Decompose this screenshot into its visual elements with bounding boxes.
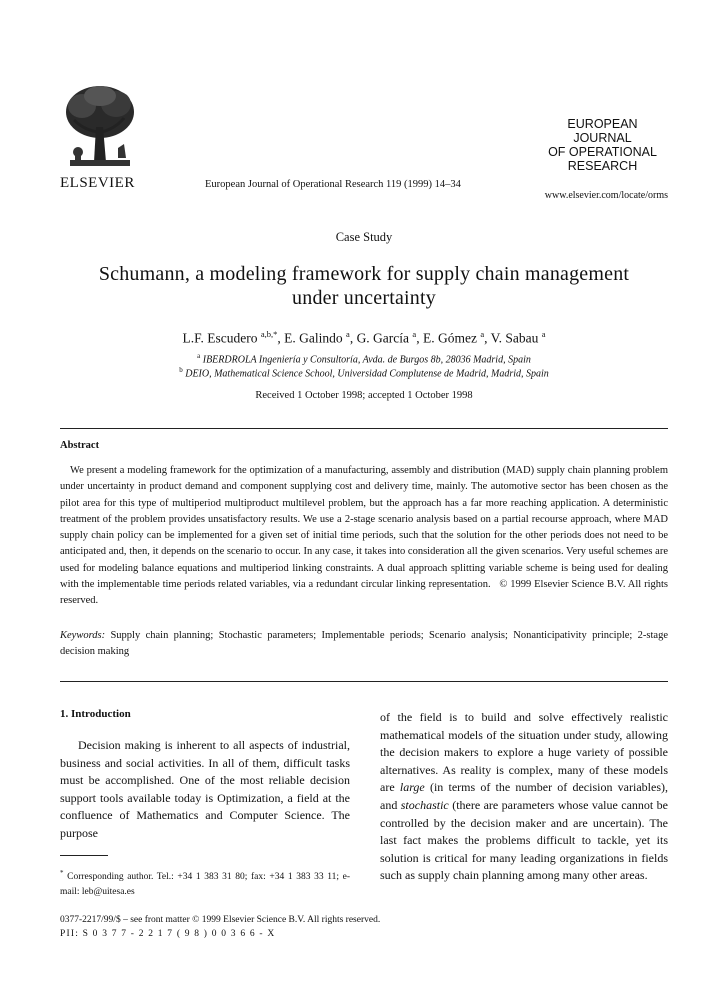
article-title: [40, 262, 688, 310]
journal-name-line: EUROPEAN: [567, 117, 638, 131]
abstract-heading: Abstract: [60, 440, 100, 451]
author-affil-marker[interactable]: a,b,*: [260, 329, 278, 339]
footnote-divider: [60, 855, 108, 856]
intro-right-column: [380, 709, 668, 885]
journal-url[interactable]: www.elsevier.com/locate/orms: [544, 190, 668, 201]
author-affil-marker[interactable]: a: [412, 329, 417, 339]
abstract-text: [60, 463, 668, 610]
section-heading: 1. Introduction: [60, 708, 131, 720]
received-dates: Received 1 October 1998; accepted 1 October 1998: [255, 390, 473, 401]
journal-name-block: [540, 117, 665, 173]
title-line: under uncertainty: [292, 287, 436, 309]
journal-name-line: OF OPERATIONAL: [548, 145, 657, 159]
article-type: Case Study: [335, 230, 393, 244]
author-name: E. Galindo: [284, 330, 343, 346]
abstract-body: We present a modeling framework for the optimization of a manufacturing, assembly and distribution (MAD) supply chain planning problem under uncertainty in product demand and component supplying cost and delivery time, mainly. The automotive sector has been chosen as the pilot area for this type of multiperiod multiproduct multilevel problem, but the approach has a far more reaching application. A deterministic treatment of the problem provides unsatisfactory results. We use a 2-stage scenario analysis based on a partial recourse approach, where MAD supply chain policy can be implemented for a given set of initial time periods, such that the solution for the other periods does not need to be anticipated and, then, it depends on the scenario to occur. In any case, it takes into consideration all the given scenarios. Very useful schemes are used for modeling balance equations and multiperiod linking constraints. A dual approach splitting variable scheme is being used for dealing with the implementable time periods related variables, via a redundant circular linking representation.: [60, 465, 668, 591]
keywords: [60, 628, 668, 661]
intro-text: (in terms of the number of decision variables), and: [380, 780, 668, 812]
intro-emphasis: large: [399, 780, 425, 795]
elsevier-tree-logo: [60, 82, 138, 174]
pii-line: PII: S 0 3 7 7 - 2 2 1 7 ( 9 8 ) 0 0 3 6 6 - X: [60, 929, 276, 939]
author-name: E. Gómez: [422, 330, 477, 346]
front-matter-line: 0377-2217/99/$ – see front matter © 1999 Elsevier Science B.V. All rights reserved.: [60, 915, 381, 925]
affiliation-marker: a: [197, 352, 201, 360]
publisher-name: ELSEVIER: [60, 175, 135, 191]
footnote-text: Corresponding author. Tel.: +34 1 383 31 80; fax: +34 1 383 33 11; e-mail: leb@uitesa.es: [60, 872, 351, 898]
journal-name-line: RESEARCH: [567, 159, 638, 173]
author-name: V. Sabau: [490, 330, 539, 346]
author-name: G. García: [356, 330, 410, 346]
abstract-copyright: © 1999 Elsevier Science B.V. All rights reserved.: [60, 579, 668, 607]
intro-emphasis: stochastic: [400, 797, 449, 812]
author-affil-marker[interactable]: a: [346, 329, 350, 339]
keywords-label: Keywords:: [60, 630, 106, 641]
author-name: L.F. Escudero: [182, 330, 258, 346]
footnote-marker: *: [60, 869, 64, 877]
author-list: L.F. Escudero $^{a,b,*}$, E. Galindo $^a$, G. García $^a$, E. Gómez $^a$, V. Sabau $^a$: [182, 329, 546, 346]
intro-left-column: Decision making is inherent to all aspects of industrial, business and social activities. In all of them, difficult tasks must be accomplished. One of the most reliable decision support tools available today is Optimization, a field at the confluence of Mathematics and Computer Science. The purpose: [60, 738, 350, 840]
affiliation-text: IBERDROLA Ingeniería y Consultoría, Avda. de Burgos 8b, 28036 Madrid, Spain: [202, 354, 531, 366]
keywords-list: Supply chain planning; Stochastic parameters; Implementable periods; Scenario analysis; Nonanticipativity principle; 2-stage decision making: [60, 630, 668, 658]
affiliation: [60, 366, 668, 379]
intro-text: (there are parameters whose value cannot be controlled by the decision maker and are uncertain). The last fact makes the problems difficult to tackle, yet its solution is critical for many leading organizations in fields such as supply chain planning among many other areas.: [380, 797, 668, 883]
divider: [60, 428, 668, 429]
front-matter-info: [60, 913, 380, 941]
journal-citation: European Journal of Operational Research 119 (1999) 14–34: [205, 179, 461, 190]
author-affil-marker[interactable]: a: [541, 329, 546, 339]
divider: [60, 681, 668, 682]
journal-name-line: JOURNAL: [573, 131, 632, 145]
intro-text: of the field is to build and solve effectively realistic mathematical models of the situation under study, allowing the decision makers to explore a huge variety of possible alternatives. As reality is complex, many of these models are: [380, 710, 668, 795]
affiliation-text: DEIO, Mathematical Science School, Universidad Complutense de Madrid, Madrid, Spain: [185, 368, 549, 380]
affiliation-marker: b: [179, 366, 183, 374]
author-affil-marker[interactable]: a: [480, 329, 485, 339]
footnote: [60, 866, 350, 900]
title-line: Schumann, a modeling framework for supply chain management: [98, 263, 630, 285]
affiliation: [60, 352, 668, 365]
